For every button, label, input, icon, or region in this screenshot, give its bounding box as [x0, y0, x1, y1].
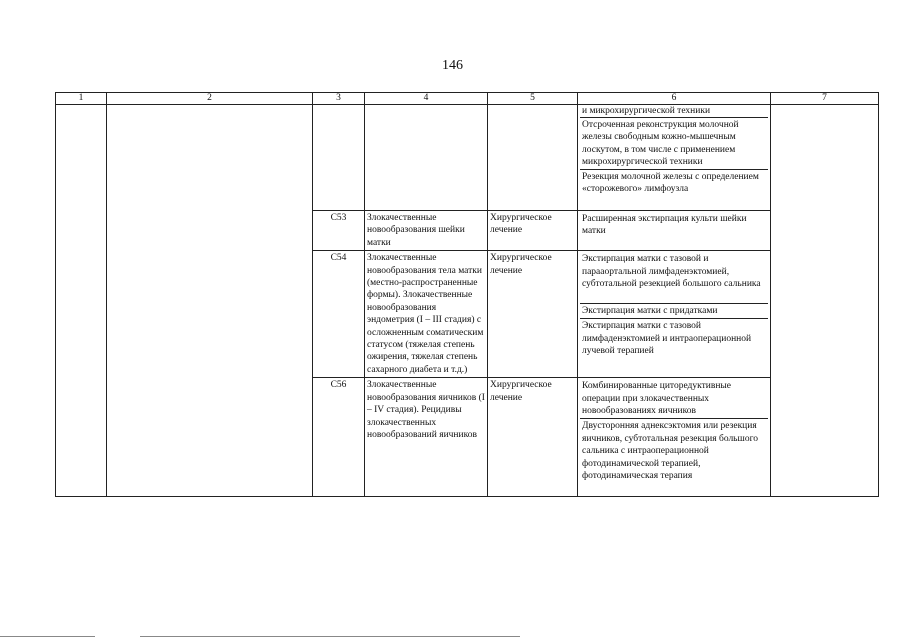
table-row — [56, 105, 879, 211]
methods-cell — [578, 211, 771, 251]
icd-code — [313, 105, 365, 211]
icd-code: C54 — [313, 251, 365, 378]
column-number-row — [56, 93, 879, 105]
treatment-cell: Хирургическое лечение — [488, 378, 578, 497]
method-item: Резекция молочной железы с определением «сторожевого» лимфоузла — [582, 172, 759, 195]
column-header-6: 6 — [578, 93, 771, 105]
disease-cell — [365, 105, 488, 211]
disease-cell: Злокачественные новообразования шейки матки — [365, 211, 488, 251]
methods-cell — [578, 378, 771, 497]
disease-cell: Злокачественные новообразования тела матки (местно-распространенные формы). Злокачественные новообразования эндометрия (I – III стадия) с осложненным соматическим статусом (тяжелая степень ожирения, тяжелая степень сахарного диабета и т.д.) — [365, 251, 488, 378]
column-header-5: 5 — [488, 93, 578, 105]
treatment-cell: Хирургическое лечение — [488, 251, 578, 378]
page-number: 146 — [442, 58, 463, 73]
method-item: Двусторонняя аднексэктомия или резекция яичников, субтотальная резекция большого сальника с интраоперационной фотодинамической терапией, фотодинамическая терапия — [582, 421, 758, 481]
treatment-cell — [488, 105, 578, 211]
method-item: Экстирпация матки с придатками — [580, 304, 768, 319]
method-item: Отсроченная реконструкция молочной железы свободным кожно-мышечным лоскутом, в том числе с применением микрохирургической техники — [580, 118, 768, 170]
method-item: Расширенная экстирпация культи шейки матки — [582, 214, 747, 237]
column-header-7: 7 — [771, 93, 879, 105]
cell-col-2 — [107, 105, 313, 497]
column-header-4: 4 — [365, 93, 488, 105]
methods-cell — [578, 251, 771, 378]
disease-cell: Злокачественные новообразования яичников (I – IV стадия). Рецидивы злокачественных новообразований яичников — [365, 378, 488, 497]
method-item: Экстирпация матки с тазовой и парааортальной лимфаденэктомией, субтотальной резекцией большого сальника — [580, 252, 768, 304]
icd-code: C53 — [313, 211, 365, 251]
treatment-cell: Хирургическое лечение — [488, 211, 578, 251]
column-header-2: 2 — [107, 93, 313, 105]
cell-col-7 — [771, 105, 879, 497]
method-item: и микрохирургической техники — [580, 106, 768, 118]
column-header-3: 3 — [313, 93, 365, 105]
page-edge-line — [0, 636, 95, 637]
method-item: Комбинированные циторедуктивные операции при злокачественных новообразованиях яичников — [580, 379, 768, 419]
column-header-1: 1 — [56, 93, 107, 105]
method-item: Экстирпация матки с тазовой лимфаденэктомией и интраоперационной лучевой терапией — [582, 321, 752, 357]
icd-code: C56 — [313, 378, 365, 497]
page-edge-line — [140, 636, 520, 637]
procedures-table — [55, 92, 879, 497]
methods-cell — [578, 105, 771, 211]
cell-col-1 — [56, 105, 107, 497]
